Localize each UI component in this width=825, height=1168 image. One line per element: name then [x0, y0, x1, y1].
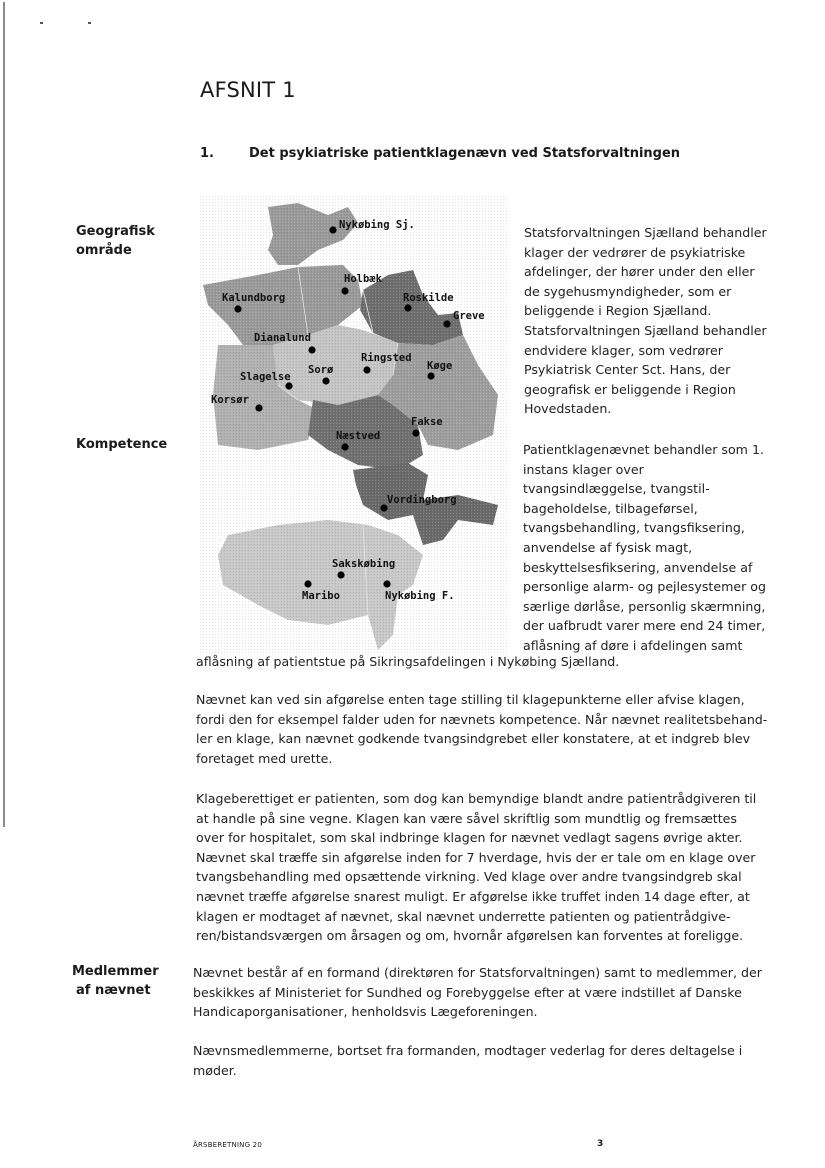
text-line: Nævnet skal træffe sin afgørelse inden for 7 hverdage, hvis der er tale om en klage over	[196, 849, 756, 865]
text-line: særlige dørlåse, personlig skærmning,	[523, 598, 766, 614]
svg-text:Holbæk: Holbæk	[344, 273, 382, 285]
geografisk-omraade-text	[524, 223, 767, 419]
text-line: beskikkes af Ministeriet for Sundhed og Forebyggelse efter at være indstillet af Danske	[193, 984, 742, 1000]
text-line: at handle på sine vegne. Klagen kan være såvel skriftlig som mundtlig og fremsættes	[196, 810, 737, 826]
svg-text:Maribo: Maribo	[302, 590, 340, 602]
text-line: Nævnet består af en formand (direktøren for Statsforvaltningen) samt to medlemmer, der	[193, 965, 762, 980]
text-line: foretaget med urette.	[196, 750, 333, 766]
text-line: ler en klage, kan nævnet godkende tvangsindgrebet eller konstatere, at et indgreb blev	[196, 731, 751, 747]
text-line: Patientklagenævnet behandler som 1.	[523, 442, 764, 457]
footer-report-title: ÅRSBERETNING 20	[193, 1141, 262, 1149]
text-line: anvendelse af fysisk magt,	[523, 539, 693, 555]
paragraph-afgoerelse	[196, 690, 767, 768]
text-line: nævnet træffe afgørelse snarest muligt. Er afgørelse ikke truffet inden 14 dage efter, at	[196, 888, 750, 904]
svg-text:Kalundborg: Kalundborg	[222, 292, 286, 304]
svg-text:Næstved: Næstved	[336, 430, 381, 442]
text-line: der uafbrudt varer mere end 24 timer,	[523, 618, 766, 634]
text-line: Hovedstaden.	[524, 401, 612, 417]
map-graphic	[198, 195, 508, 655]
text-line: Statsforvaltningen Sjælland behandler	[524, 225, 767, 240]
svg-text:Nykøbing F.: Nykøbing F.	[385, 590, 455, 602]
text-line: beskyttelsesfiksering, anvendelse af	[523, 559, 753, 575]
text-line: klager der vedrører de psykiatriske	[524, 244, 746, 260]
text-line: geografisk er beliggende i Region	[524, 381, 736, 397]
text-line: over for hospitalet, som skal indbringe klagen for nævnet vedlagt sagens øvrige akter.	[196, 830, 743, 846]
paragraph-medlemmer	[193, 963, 762, 1022]
section-title: AFSNIT 1	[200, 78, 296, 102]
text-line: Nævnsmedlemmerne, bortset fra formanden, modtager vederlag for deres deltagelse i	[193, 1043, 743, 1058]
side-label-geografisk-omraade	[76, 222, 155, 260]
text-line: aflåsning af døre i afdelingen samt	[523, 637, 743, 653]
side-label-line: Geografisk	[76, 224, 155, 239]
svg-text:Ringsted: Ringsted	[361, 352, 412, 364]
text-line: ren/bistandsværgen om årsagen og om, hvornår afgørelsen kan forventes at foreligge.	[196, 928, 744, 944]
text-line: de sygehusmyndigheder, som er	[524, 283, 732, 299]
svg-text:Roskilde: Roskilde	[403, 292, 454, 304]
text-line: instans klager over	[523, 461, 644, 477]
svg-text:Greve: Greve	[453, 310, 485, 322]
text-line: Handicaporganisationer, henholdsvis Lægeforeningen.	[193, 1004, 538, 1020]
text-line: tvangsbehandling med opsættende virkning. Ved klage over andre tvangsindgreb skal	[196, 869, 742, 885]
scan-artifact	[40, 22, 43, 24]
text-line: afdelinger, der hører under den eller	[524, 264, 755, 280]
kompetence-continuation: aflåsning af patientstue på Sikringsafdelingen i Nykøbing Sjælland.	[196, 654, 620, 669]
text-line: bageholdelse, tilbageførsel,	[523, 500, 698, 516]
side-label-line: Medlemmer	[72, 964, 159, 979]
text-line: Statsforvaltningen Sjælland behandler	[524, 322, 767, 338]
text-line: Nævnet kan ved sin afgørelse enten tage stilling til klagepunkterne eller afvise klagen,	[196, 692, 745, 707]
svg-text:Sakskøbing: Sakskøbing	[332, 558, 396, 570]
scan-artifact	[88, 22, 91, 24]
text-line: klagen er modtaget af nævnet, skal nævnet underrette patienten og patientrådgive-	[196, 908, 731, 924]
scan-edge-line	[3, 2, 5, 827]
text-line: tvangsindlæggelse, tvangstil-	[523, 481, 710, 497]
page-number: 3	[597, 1139, 604, 1149]
svg-text:Korsør: Korsør	[211, 394, 249, 406]
text-line: endvidere klager, som vedrører	[524, 342, 723, 358]
text-line: fordi den for eksempel falder uden for nævnets kompetence. Når nævnet realitetsbehand-	[196, 711, 768, 727]
side-label-line: område	[76, 243, 132, 258]
side-label-medlemmer	[72, 962, 159, 1000]
svg-text:Vordingborg: Vordingborg	[387, 494, 457, 506]
side-label-kompetence: Kompetence	[76, 437, 168, 452]
text-line: personlige alarm- og pejlesystemer og	[523, 579, 766, 595]
text-line: beliggende i Region Sjælland.	[524, 303, 712, 319]
paragraph-vederlag	[193, 1041, 742, 1080]
heading-number: 1.	[200, 146, 214, 161]
text-line: Klageberettiget er patienten, som dog kan bemyndige blandt andre patientrådgiveren til	[196, 791, 757, 806]
svg-text:Sorø: Sorø	[308, 364, 334, 376]
text-line: tvangsbehandling, tvangsfiksering,	[523, 520, 745, 536]
region-map	[198, 195, 508, 655]
svg-text:Nykøbing Sj.: Nykøbing Sj.	[339, 219, 415, 231]
paragraph-klageberettiget	[196, 789, 756, 946]
svg-text:Slagelse: Slagelse	[240, 371, 291, 383]
svg-text:Køge: Køge	[427, 360, 453, 372]
svg-text:Fakse: Fakse	[411, 416, 443, 428]
side-label-line: af nævnet	[76, 983, 151, 998]
heading-text: Det psykiatriske patientklagenævn ved Statsforvaltningen	[249, 146, 681, 161]
svg-text:Dianalund: Dianalund	[254, 332, 311, 344]
text-line: Psykiatrisk Center Sct. Hans, der	[524, 362, 731, 378]
kompetence-text	[523, 440, 766, 656]
text-line: møder.	[193, 1062, 237, 1078]
